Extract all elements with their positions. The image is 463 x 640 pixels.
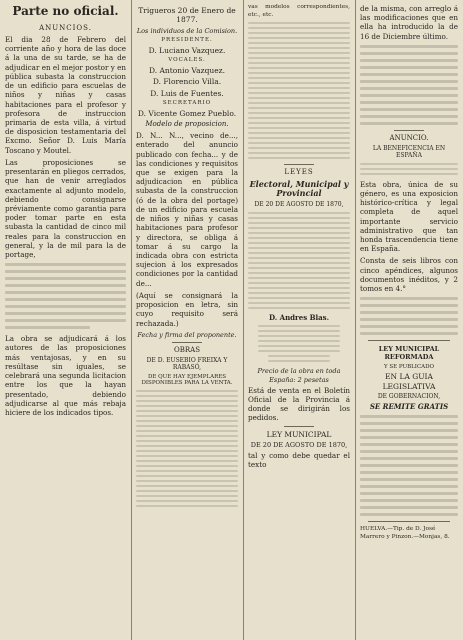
divider (368, 340, 450, 341)
tomo-paragraph: Consta de seis libros con cinco apéndices, algunos documentos inéditos, y 2 tomos en 4.° (360, 256, 458, 294)
venta-paragraph: Está de venta en el Boletín Oficial de la Provincia á donde se dirigirán los pedidos. (248, 385, 350, 423)
obras-subtitle: DE QUE HAY EJEMPLARES DISPONIBLES PARA LA VENTA. (141, 373, 233, 387)
illegible-text-block (360, 415, 458, 516)
illegible-text-block (248, 212, 350, 309)
vocal-name: D. Antonio Vazquez. (149, 66, 225, 75)
illegible-text-block (360, 297, 458, 335)
modelo-paragraph: D. N... N..., vecino de..., enterado del anuncio publicado con fecha... y de las condiciones y requisitos que se exigen para la adjudicacion en pública subasta de la construccion (ó de la obra del portage) de un edificio para escuela de niños y niñas y casas habitaciones para profesor y directora, se obliga á tomar á su cargo la indicada obra con estricta sujecion á los expresados condiciones por la cantidad de... (136, 131, 238, 288)
column-3 (243, 0, 355, 640)
ley-municipal-date: DE 20 DE AGOSTO DE 1870, (250, 440, 348, 449)
obras-heading: OBRAS (173, 345, 200, 354)
committee-line: Los individuos de la Comision. (136, 26, 238, 35)
beneficencia-title: LA BENEFICENCIA EN ESPAÑA (372, 144, 446, 160)
illegible-text-block (248, 325, 350, 362)
anuncio-heading: ANUNCIO. (389, 133, 429, 142)
modelo-heading: Modelo de proposicion. (145, 120, 229, 129)
column-1 (0, 0, 131, 640)
ley-municipal-reformada-heading: LEY MUNICIPAL REFORMADA (378, 345, 440, 362)
secretary-name: D. Vicente Gomez Pueblo. (137, 109, 237, 118)
illegible-text-block (360, 163, 458, 175)
obras-author: DE D. EUSEBIO FREIXA Y RABASÓ, (146, 356, 228, 372)
ley-municipal-sub: Y SE PUBLICADO (383, 363, 435, 370)
se-remite-gratis: SE REMITE GRATIS (369, 401, 449, 411)
divider (368, 521, 450, 522)
vocal-name: D. Florencio Villa. (152, 77, 222, 87)
precio-line: Precio de la obra en toda España: 2 pesetas (257, 367, 341, 384)
leyes-date: DE 20 DE AGOSTO DE 1870, (254, 201, 344, 209)
ley-municipal-heading: LEY MUNICIPAL (266, 429, 332, 439)
illegible-text-block (360, 45, 458, 125)
ley-municipal-text: tal y como debe quedar el texto (248, 451, 350, 470)
date-line: Trigueros 20 de Enero de 1877. (138, 6, 236, 25)
president-label: PRESIDENTE. (161, 36, 213, 43)
section-title: Parte no oficial. (12, 4, 119, 18)
illegible-text-block (5, 263, 126, 329)
column-2 (131, 0, 243, 640)
top-text: de la misma, con arreglo á las modificaciones que en ella ha introducido la de 16 de Diciembre último. (360, 4, 458, 41)
author-name: D. Andres Blas. (268, 312, 330, 322)
secretary-label: SECRETARIO (162, 100, 212, 107)
printer-line: HUELVA.—Tip. de D. José Marrero y Pinzon.—Monjas, 8. (360, 526, 450, 540)
illegible-text-block (248, 22, 350, 159)
fecha-firma: Fecha y firma del proponente. (137, 330, 237, 339)
guia-heading: EN LA GUIA LEGISLATIVA (382, 372, 436, 391)
vocales-label: VOCALES. (168, 57, 206, 64)
anuncio-paragraph-2: Las proposiciones se presentarán en pliegos cerrados, que han de venir arreglados exactamente al adjunto modelo, debiendo consignarse préviamente como garantia para poder tomar parte en esta subasta la cantidad de cinco mil reales para la construccion en general, y la de mil para la de portage, (5, 157, 126, 260)
leyes-heading: LEYES (284, 168, 314, 177)
illegible-text-block (136, 390, 238, 507)
anuncio-paragraph-1: El dia 28 de Febrero del corriente año y hora de las doce á la una de su tarde, se ha de adjudicar en el mejor postor y en pública subasta la construccion de un edificio para escuelas de niños y niñas y casas habitaciones para el profesor y profesora de instruccion primaria de esta villa, á virtud de disposicion testamentaria del Excmo. Señor D. Luis María Toscano y Moutel. (5, 35, 126, 155)
gobernacion-line: DE GOBERNACION, (377, 393, 441, 401)
divider (284, 164, 314, 165)
column-4 (355, 0, 463, 640)
anuncios-heading: ANUNCIOS. (39, 24, 92, 32)
anuncio-paragraph-3: La obra se adjudicará á los autores de las proposiciones más ventajosas, y en su resúltase sin iguales, se celebrará una segunda licitacion entre los que la hayan presentado, debiendo adjudicarse al que más rebaja hiciere de los indicados tipos. (5, 334, 126, 417)
modelo-note: (Aquí se consignará la proposicion en letra, sin cuyo requisito será rechazada.) (136, 290, 238, 328)
president-name: D. Luciano Vazquez. (148, 45, 226, 55)
leyes-title: Electoral, Municipal y Provincial (249, 178, 349, 198)
top-text: vas modelos correspondientes, etc., etc. (248, 4, 350, 18)
divider (172, 342, 202, 343)
vocal-name: D. Luis de Fuentes. (150, 88, 224, 98)
esta-obra-paragraph: Esta obra, única de su género, es una exposicion histórico-crítica y legal completa de aquel importante servicio administrativo que tan honda trascendencia tiene en España. (360, 179, 458, 254)
divider (394, 130, 424, 131)
divider (284, 426, 314, 427)
